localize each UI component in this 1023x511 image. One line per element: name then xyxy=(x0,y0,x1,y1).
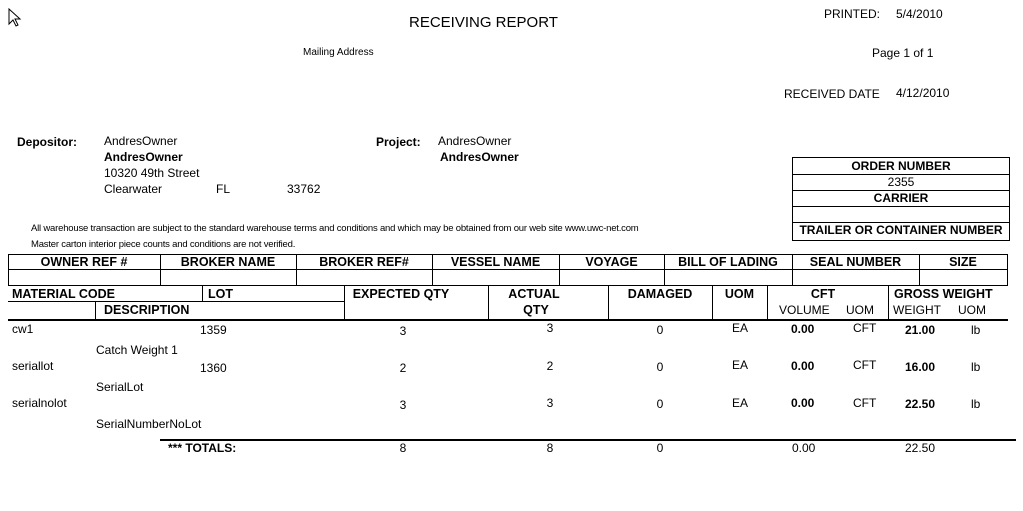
item-description: SerialNumberNoLot xyxy=(96,417,202,431)
voyage-header: VOYAGE xyxy=(585,255,638,269)
gross-weight-header: GROSS WEIGHT xyxy=(894,287,993,301)
total-actual: 8 xyxy=(546,441,554,455)
actual-qty: 3 xyxy=(546,396,554,410)
actual-header: ACTUAL xyxy=(508,287,560,301)
expected-qty: 3 xyxy=(399,398,407,412)
uom-value: EA xyxy=(731,321,748,335)
weight-uom-header: UOM xyxy=(958,303,986,317)
received-date-label: RECEIVED DATE xyxy=(784,87,880,101)
weight-uom: lb xyxy=(971,360,981,374)
expected-qty: 2 xyxy=(399,361,407,375)
mailing-address: Mailing Address xyxy=(303,47,374,58)
total-weight: 22.50 xyxy=(905,441,936,455)
uom-value: EA xyxy=(731,358,748,372)
lot-value: 1360 xyxy=(200,361,227,375)
damaged-header: DAMAGED xyxy=(627,287,693,301)
volume-header: VOLUME xyxy=(779,303,830,317)
volume-value: 0.00 xyxy=(791,359,815,373)
description-header: DESCRIPTION xyxy=(104,303,190,317)
volume-uom: CFT xyxy=(853,358,877,372)
weight-value: 22.50 xyxy=(905,397,936,411)
order-number: 2355 xyxy=(887,175,915,189)
lot-header: LOT xyxy=(208,287,233,301)
printed-date: 5/4/2010 xyxy=(896,7,943,21)
broker-ref-header: BROKER REF# xyxy=(319,255,409,269)
material-code: cw1 xyxy=(12,322,34,336)
damaged-qty: 0 xyxy=(656,397,664,411)
volume-uom: CFT xyxy=(853,396,877,410)
printed-label: PRINTED: xyxy=(824,7,881,21)
order-number-label: ORDER NUMBER xyxy=(851,159,951,173)
material-code: serialnolot xyxy=(12,396,67,410)
project-name: AndresOwner xyxy=(438,134,512,148)
cft-uom-header: UOM xyxy=(846,303,874,317)
damaged-qty: 0 xyxy=(656,360,664,374)
report-title: RECEIVING REPORT xyxy=(409,14,558,31)
depositor-label: Depositor: xyxy=(17,135,77,149)
vessel-name-header: VESSEL NAME xyxy=(450,255,541,269)
expected-qty: 3 xyxy=(399,324,407,338)
material-code-header: MATERIAL CODE xyxy=(12,287,116,301)
expected-qty-header: EXPECTED QTY xyxy=(352,287,450,301)
material-code: seriallot xyxy=(12,359,54,373)
qty-header: QTY xyxy=(523,303,549,317)
total-volume: 0.00 xyxy=(792,441,816,455)
total-damaged: 0 xyxy=(656,441,664,455)
uom-header: UOM xyxy=(724,287,755,301)
cft-header: CFT xyxy=(810,287,836,301)
terms-note: All warehouse transaction are subject to the standard warehouse terms and conditions and which may be obtained from our web site www.uwc-net.com xyxy=(31,223,639,234)
volume-uom: CFT xyxy=(853,321,877,335)
item-description: Catch Weight 1 xyxy=(96,343,178,357)
depositor-city: Clearwater xyxy=(104,182,163,196)
totals-label: *** TOTALS: xyxy=(168,441,237,455)
project-name-bold: AndresOwner xyxy=(440,150,519,164)
broker-name-header: BROKER NAME xyxy=(180,255,276,269)
lot-value: 1359 xyxy=(200,323,227,337)
received-date: 4/12/2010 xyxy=(896,86,950,100)
damaged-qty: 0 xyxy=(656,323,664,337)
weight-value: 21.00 xyxy=(905,323,936,337)
project-label: Project: xyxy=(376,135,421,149)
size-header: SIZE xyxy=(949,255,977,269)
depositor-name: AndresOwner xyxy=(104,134,178,148)
bill-of-lading-header: BILL OF LADING xyxy=(678,255,778,269)
depositor-zip: 33762 xyxy=(287,182,321,196)
actual-qty: 3 xyxy=(546,321,554,335)
order-box xyxy=(792,157,1010,241)
depositor-name-bold: AndresOwner xyxy=(104,150,183,164)
actual-qty: 2 xyxy=(546,359,554,373)
weight-value: 16.00 xyxy=(905,360,936,374)
seal-number-header: SEAL NUMBER xyxy=(809,255,902,269)
carton-note: Master carton interior piece counts and conditions are not verified. xyxy=(31,239,296,250)
volume-value: 0.00 xyxy=(791,322,815,336)
uom-value: EA xyxy=(731,396,748,410)
page-info: Page 1 of 1 xyxy=(872,46,934,60)
trailer-label: TRAILER OR CONTAINER NUMBER xyxy=(799,223,1003,237)
volume-value: 0.00 xyxy=(791,396,815,410)
weight-uom: lb xyxy=(971,323,981,337)
item-description: SerialLot xyxy=(96,380,144,394)
mouse-pointer-icon xyxy=(8,8,22,28)
weight-uom: lb xyxy=(971,397,981,411)
depositor-state: FL xyxy=(216,182,231,196)
total-expected: 8 xyxy=(399,441,407,455)
weight-header: WEIGHT xyxy=(893,303,941,317)
carrier-label: CARRIER xyxy=(873,191,929,205)
depositor-street: 10320 49th Street xyxy=(104,166,200,180)
owner-ref-header: OWNER REF # xyxy=(40,255,128,269)
